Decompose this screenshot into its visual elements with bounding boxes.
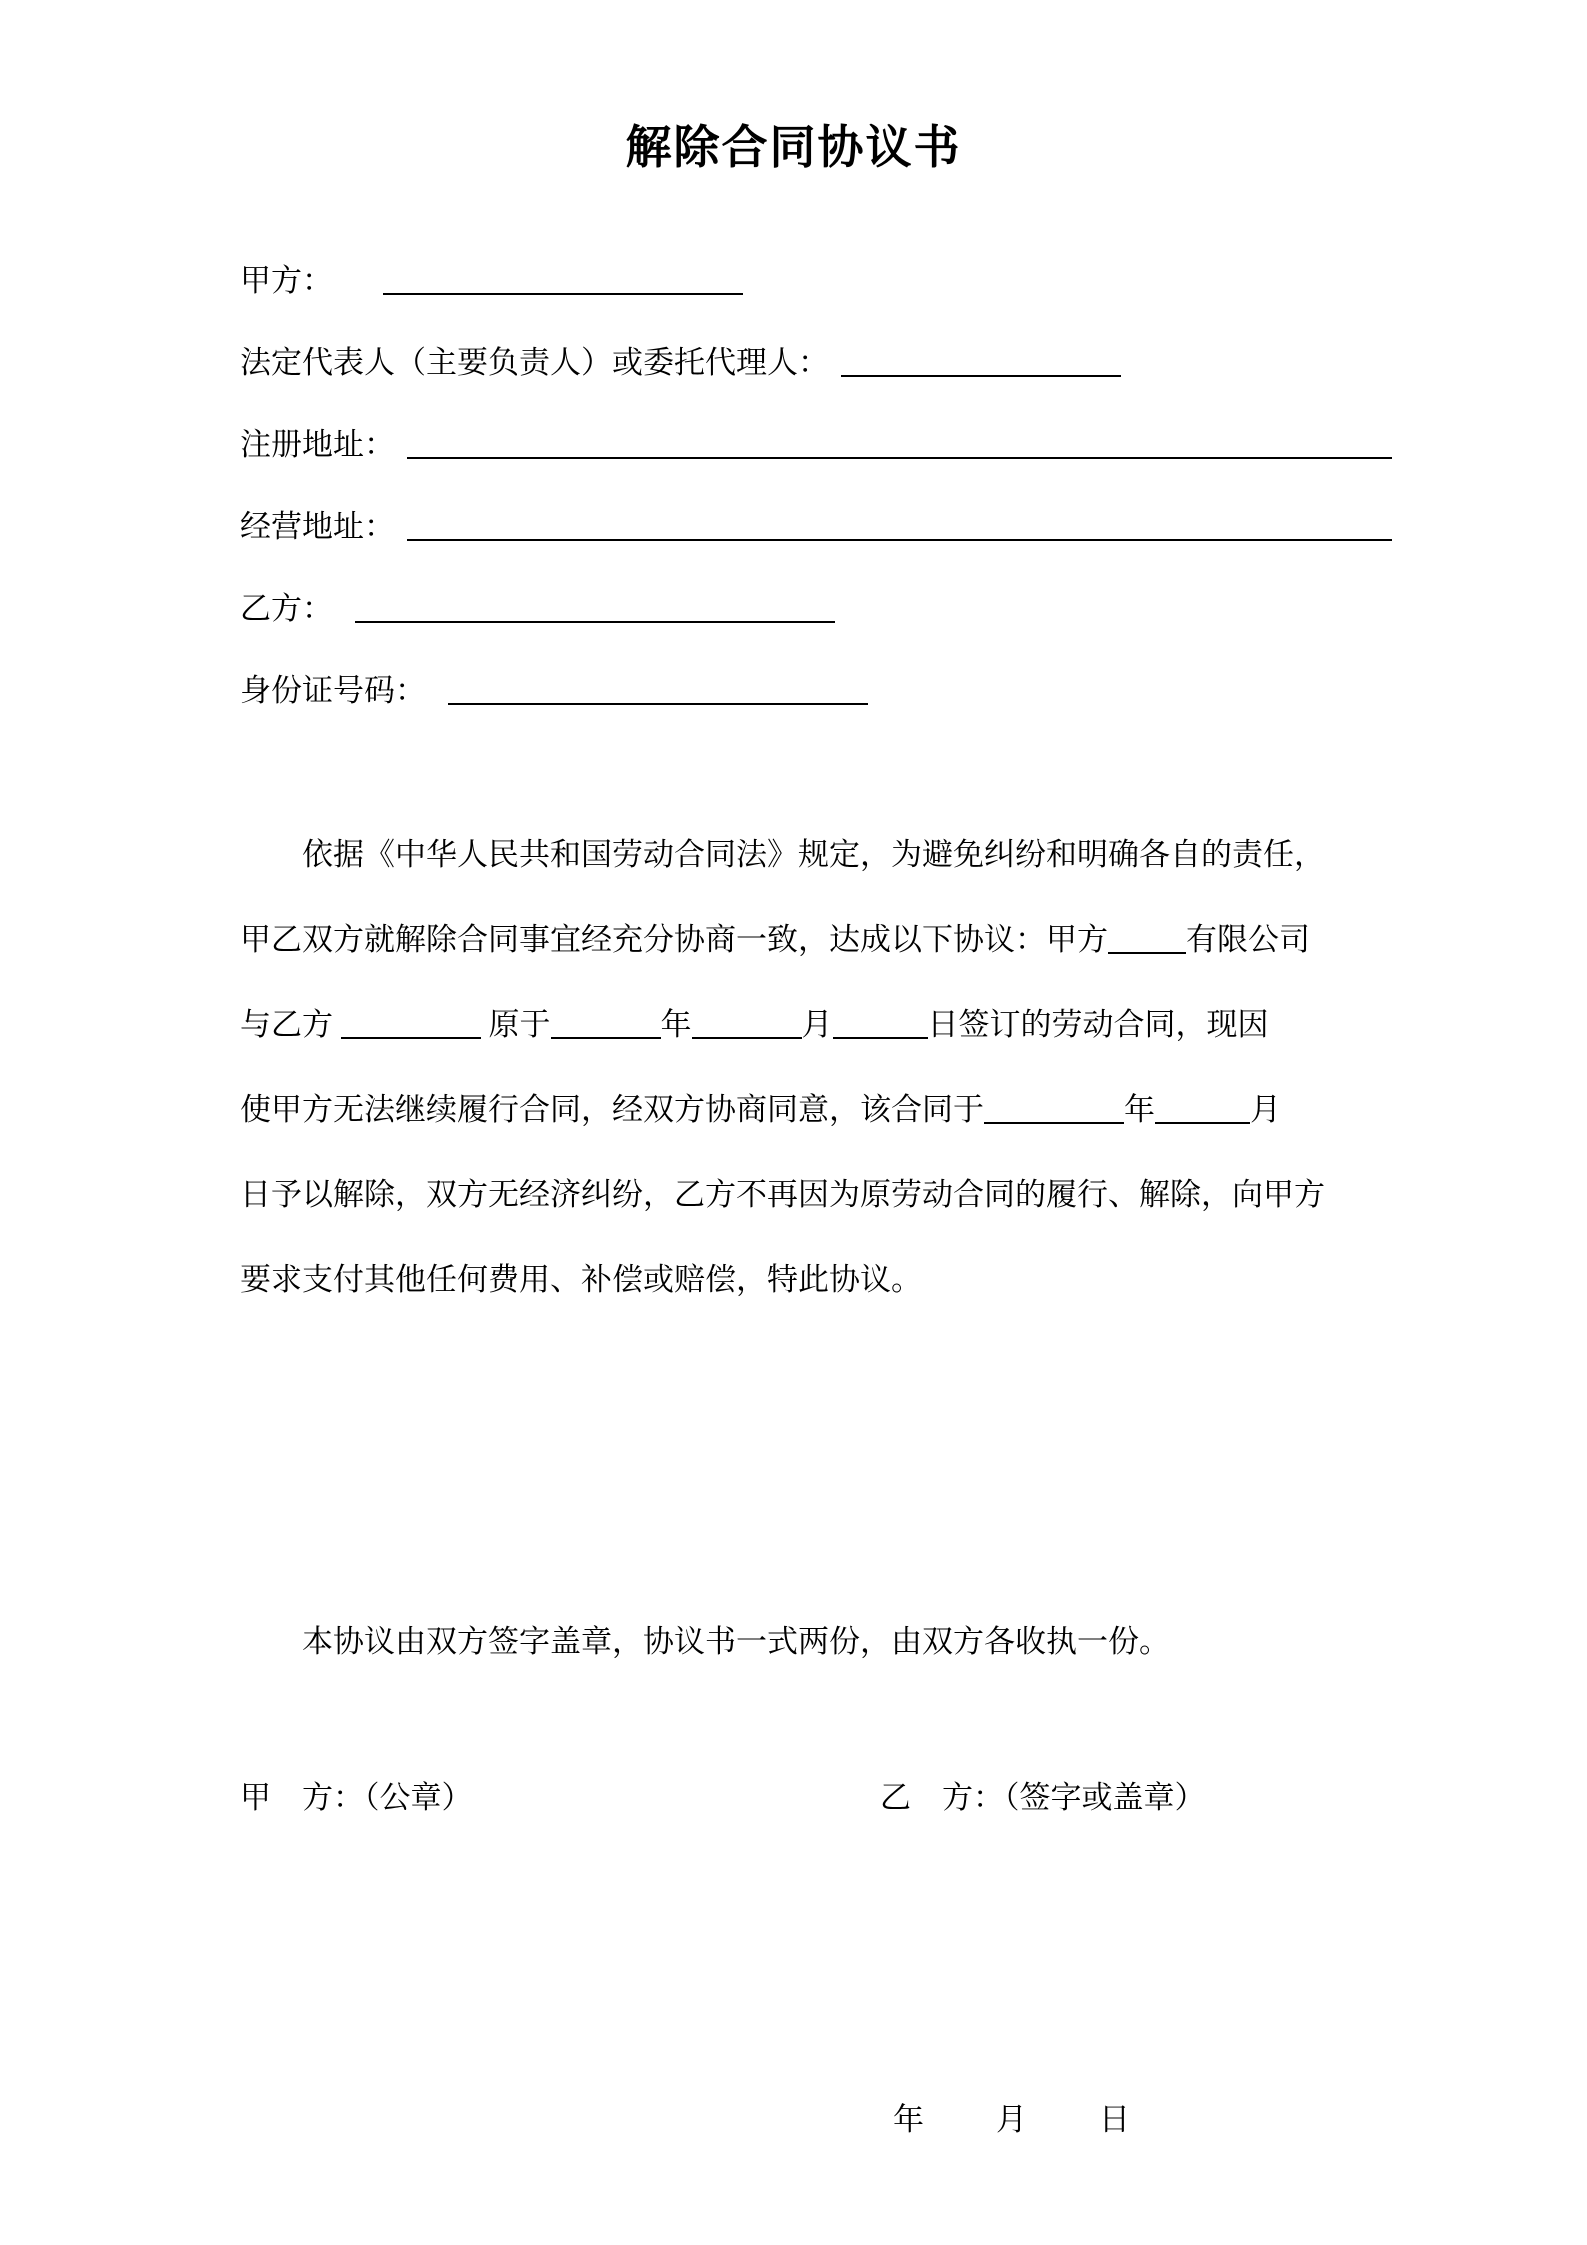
day-label: 日 [1099,2102,1130,2137]
agreement-body [240,812,1370,1322]
closing-paragraph: 本协议由双方签字盖章，协议书一式两份，由双方各收执一份。 [302,1624,1170,1659]
body-text: 依据《中华人民共和国劳动合同法》规定，为避免纠纷和明确各自的责任， [302,837,1325,872]
body-text: 日签订的劳动合同，现因 [927,1007,1269,1042]
body-line [240,982,1370,1067]
fill-in-blank[interactable] [984,1086,1124,1124]
body-text: 要求支付其他任何费用、补偿或赔偿，特此协议。 [240,1262,922,1297]
id-number-fill-in-blank[interactable] [448,667,868,705]
legal-representative-field-label: 法定代表人（主要负责人）或委托代理人： [240,345,829,380]
body-text: 使甲方无法继续履行合同，经双方协商同意，该合同于 [240,1092,984,1127]
party-b-fill-in-blank[interactable] [355,585,835,623]
party-a-signature-label: 甲 方：（公章） [240,1780,473,1815]
fill-in-blank[interactable] [1108,916,1186,954]
party-b-field-label: 乙方： [240,591,333,626]
body-text: 年 [660,1007,692,1042]
fill-in-blank[interactable] [551,1001,661,1039]
document-title: 解除合同协议书 [625,122,962,173]
fill-in-blank[interactable] [1155,1086,1250,1124]
body-text: 原于 [480,1007,551,1042]
month-label: 月 [996,2102,1027,2137]
body-line [240,897,1370,982]
body-text: 日予以解除，双方无经济纠纷，乙方不再因为原劳动合同的履行、解除，向甲方 [240,1177,1325,1212]
field-row-party-a [240,240,1397,322]
body-text: 有限公司 [1186,922,1310,957]
field-row-party-b [240,568,1397,650]
party-a-field-label: 甲方： [240,263,333,298]
body-text: 与乙方 [240,1007,341,1042]
field-row-business-address [240,486,1397,568]
fill-in-blank[interactable] [341,1001,481,1039]
registered-address-field-label: 注册地址： [240,427,395,462]
body-text: 月 [801,1007,833,1042]
body-text: 月 [1250,1092,1281,1127]
legal-representative-fill-in-blank[interactable] [841,339,1121,377]
body-line [240,1067,1370,1152]
body-text: 甲乙双方就解除合同事宜经充分协商一致，达成以下协议：甲方 [240,922,1108,957]
business-address-fill-in-blank[interactable] [407,503,1392,541]
registered-address-fill-in-blank[interactable] [407,421,1392,459]
year-label: 年 [893,2102,924,2137]
fill-in-blank[interactable] [833,1001,928,1039]
fill-in-blank[interactable] [692,1001,802,1039]
id-number-field-label: 身份证号码： [240,673,426,708]
signature-row [0,1768,1587,1828]
body-line [240,1152,1370,1237]
party-a-fill-in-blank[interactable] [383,257,743,295]
field-row-id-number [240,650,1397,732]
body-text: 年 [1124,1092,1155,1127]
field-row-legal-representative [240,322,1397,404]
field-row-registered-address [240,404,1397,486]
date-line [893,2090,1130,2150]
body-line [240,1237,1370,1322]
business-address-field-label: 经营地址： [240,509,395,544]
body-line [240,812,1370,897]
header-fields [240,240,1397,732]
party-b-signature-label: 乙 方：（签字或盖章） [880,1780,1206,1815]
